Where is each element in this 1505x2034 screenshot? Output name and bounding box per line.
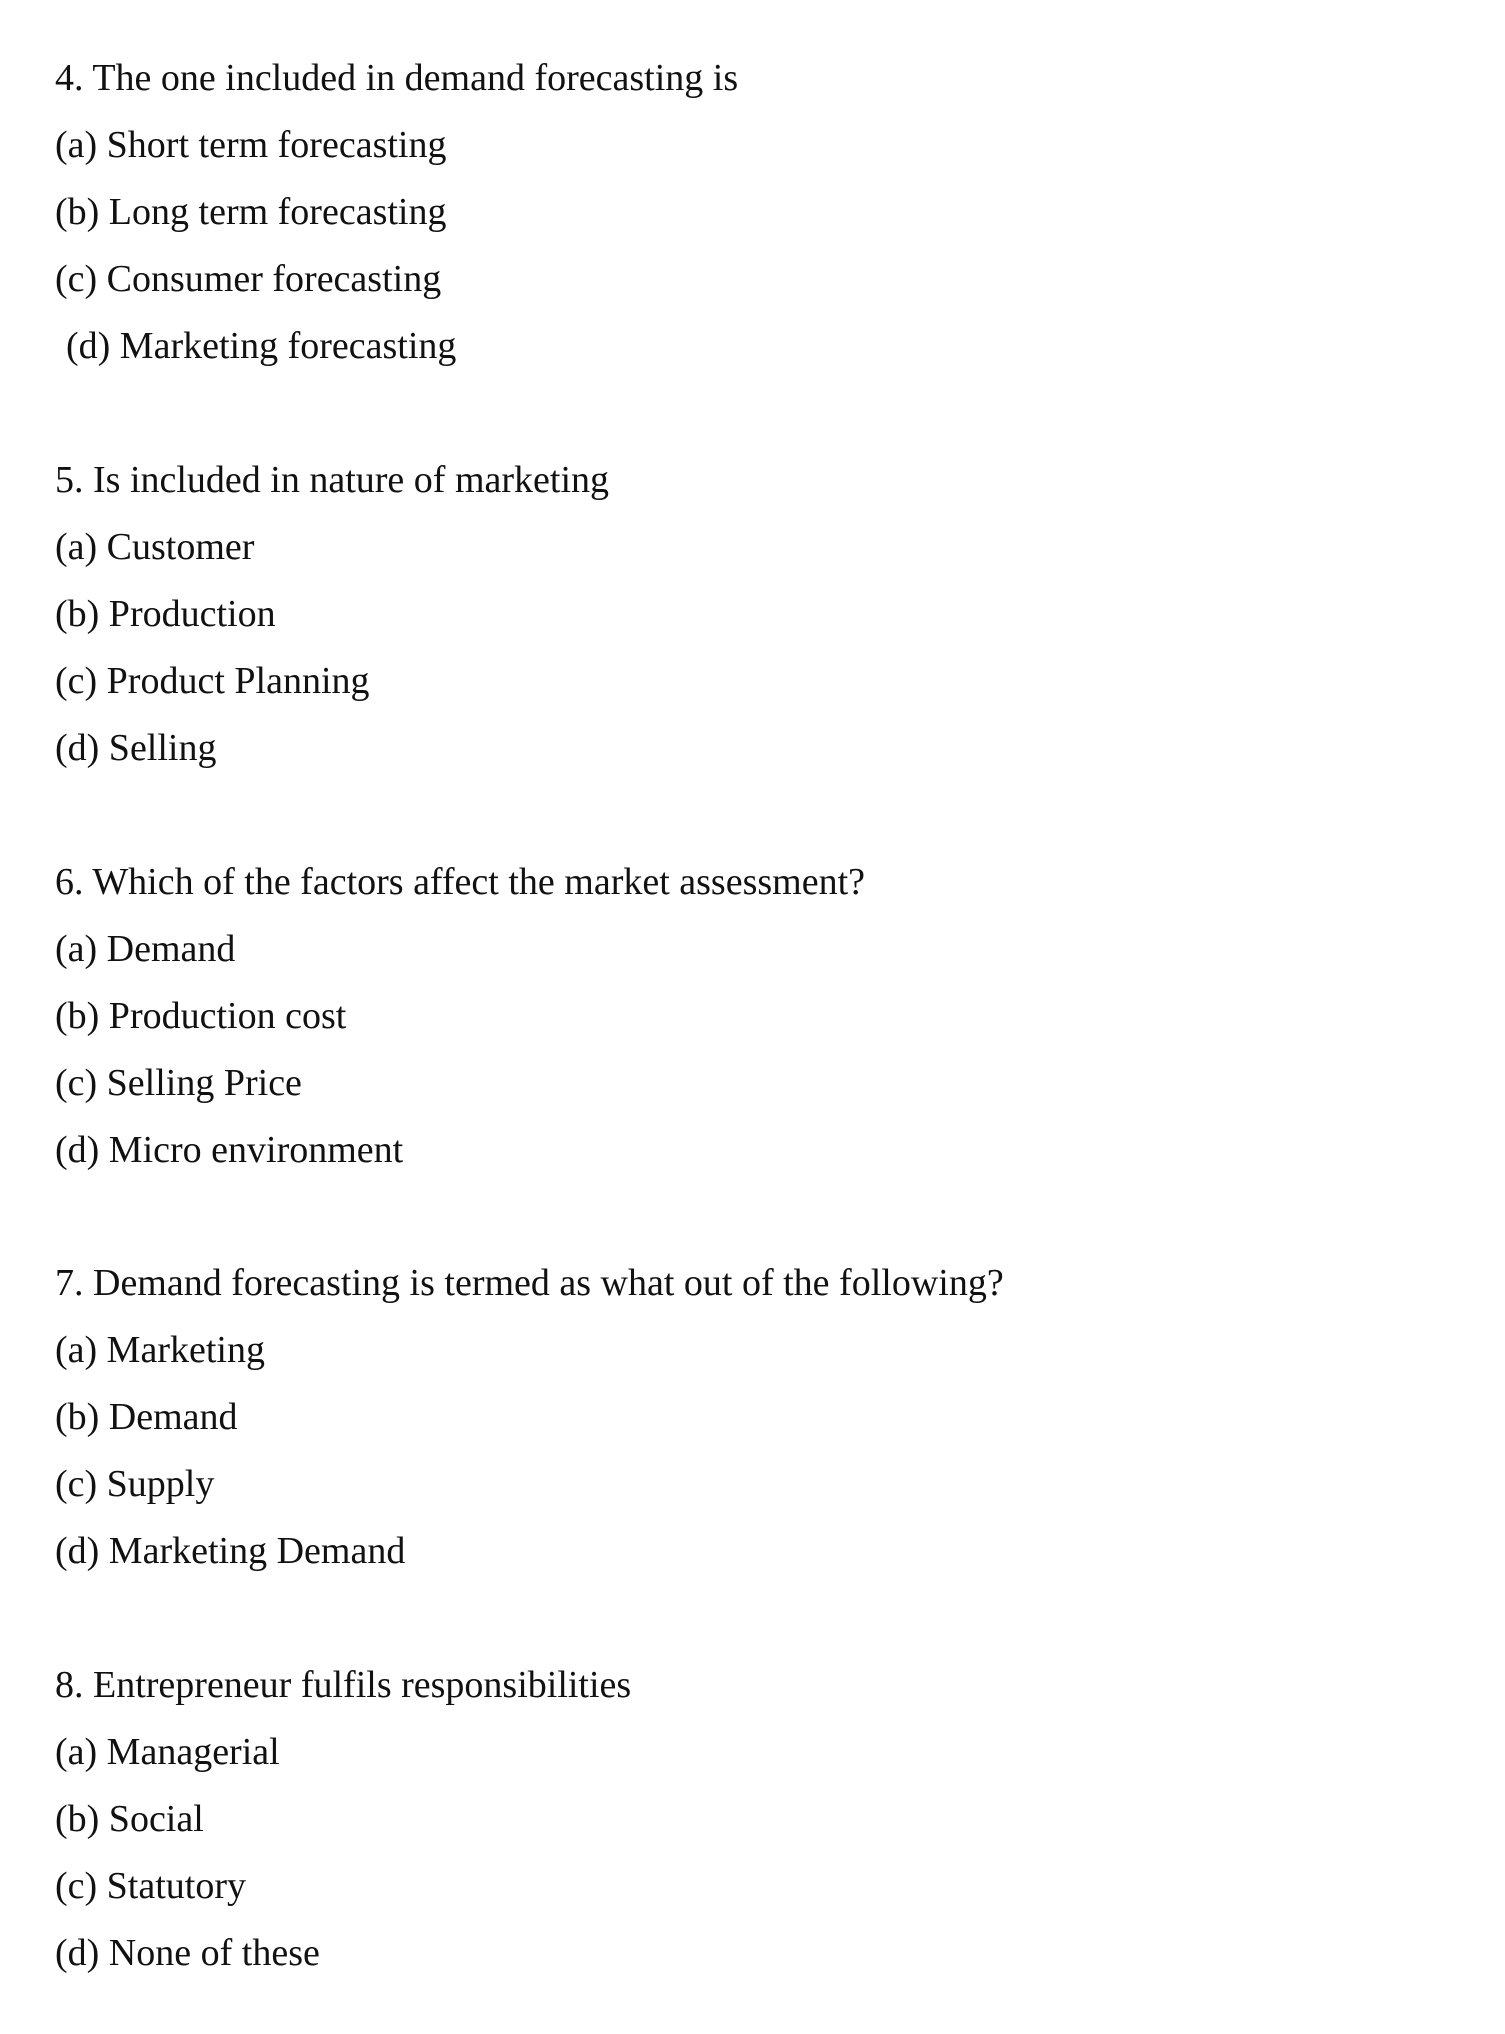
option-d: (d) Selling [55,727,217,769]
option-c: (c) Selling Price [55,1062,302,1104]
question-4 [55,45,1455,380]
option-c: (c) Supply [55,1463,215,1505]
option-b: (b) Production [55,593,276,635]
question-prompt: 5. Is included in nature of marketing [55,459,610,501]
option-a: (a) Managerial [55,1731,280,1773]
question-8 [55,1652,1455,1987]
option-b: (b) Social [55,1798,204,1840]
option-b: (b) Long term forecasting [55,191,447,233]
question-prompt: 4. The one included in demand forecasting is [55,57,739,99]
option-a: (a) Customer [55,526,255,568]
option-d: (d) Marketing forecasting [66,325,457,367]
option-c: (c) Consumer forecasting [55,258,442,300]
option-d: (d) Micro environment [55,1129,404,1171]
option-a: (a) Demand [55,928,236,970]
option-b: (b) Demand [55,1396,238,1438]
option-d: (d) Marketing Demand [55,1530,406,1572]
option-b: (b) Production cost [55,995,347,1037]
question-6 [55,849,1455,1184]
option-c: (c) Statutory [55,1865,247,1907]
option-d: (d) None of these [55,1932,320,1974]
option-a: (a) Marketing [55,1329,265,1371]
question-prompt: 6. Which of the factors affect the market assessment? [55,861,866,903]
question-5 [55,447,1455,782]
question-prompt: 8. Entrepreneur fulfils responsibilities [55,1664,632,1706]
question-7 [55,1250,1455,1585]
question-prompt: 7. Demand forecasting is termed as what out of the following? [55,1262,1004,1304]
option-c: (c) Product Planning [55,660,370,702]
option-a: (a) Short term forecasting [55,124,447,166]
